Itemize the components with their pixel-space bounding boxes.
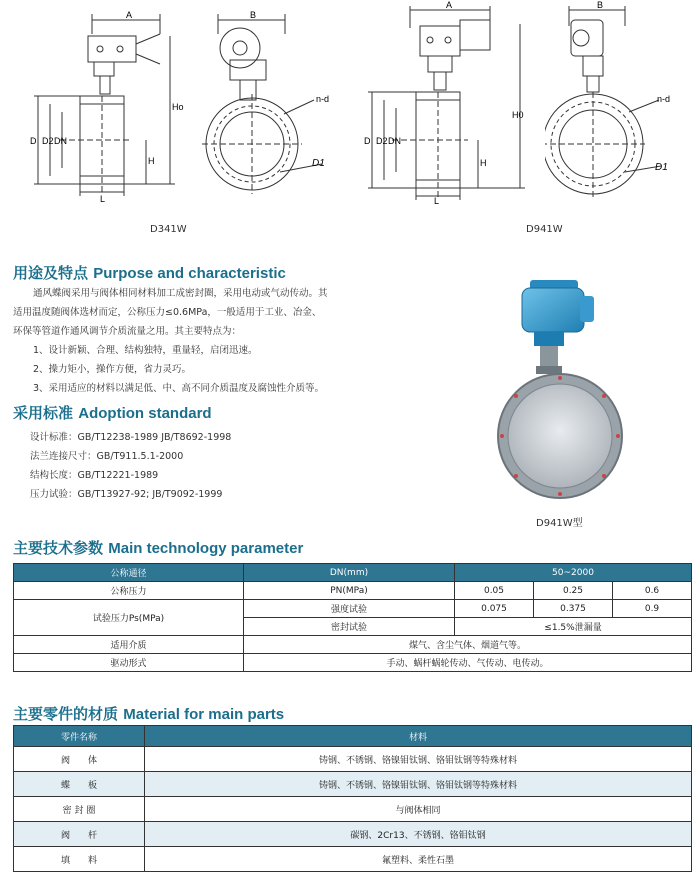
dim-l-label: L	[100, 194, 106, 204]
dim-h0-2-label: H0	[512, 110, 524, 120]
head-material: 材料	[145, 726, 692, 747]
material-row	[14, 772, 692, 797]
nominal-size-label: 公称通径	[14, 564, 244, 582]
dim-l-2-label: L	[434, 196, 440, 205]
drive-value: 手动、蜗杆蜗轮传动、气传动、电传动。	[244, 654, 692, 672]
head-part: 零件名称	[14, 726, 145, 747]
dim-h-2-label: H	[480, 158, 487, 168]
dim-dn-label: DN	[54, 136, 67, 146]
dn-value: 50~2000	[455, 564, 692, 582]
adoption-line: 压力试验：GB/T13927-92; JB/T9092-1999	[30, 489, 223, 500]
material-row	[14, 822, 692, 847]
caption-d941w: D941W	[526, 224, 563, 235]
adoption-title-en: Adoption standard	[78, 405, 212, 422]
dim-dn-2-label: DN	[388, 136, 401, 146]
material-heading	[13, 703, 284, 724]
material-header-row	[14, 726, 692, 747]
medium-row	[14, 636, 692, 654]
part-material: 碳钢、2Cr13、不锈钢、铬钼钛钢	[145, 822, 692, 847]
seal-label: 密封试验	[244, 618, 455, 636]
purpose-point: 2、操力矩小，操作方便，省力灵巧。	[33, 364, 192, 375]
material-row	[14, 847, 692, 872]
adoption-title-cn: 采用标准	[13, 404, 74, 422]
dn-label: DN(mm)	[244, 564, 455, 582]
dim-a2-label: A	[446, 0, 453, 10]
part-material: 铸钢、不锈钢、铬镍钼钛钢、铬钼钛钢等特殊材料	[145, 772, 692, 797]
drawing-d341w-side	[20, 4, 200, 204]
purpose-line: 通风蝶阀采用与阀体相同材料加工成密封圈，采用电动或气动传动。其	[33, 288, 328, 299]
purpose-paragraph	[13, 284, 328, 398]
purpose-title-en: Purpose and characteristic	[93, 265, 286, 282]
adoption-line: 结构长度：GB/T12221-1989	[30, 470, 159, 481]
purpose-point: 1、设计新颖、合理、结构独特，重量轻，启闭迅速。	[33, 345, 258, 356]
adoption-heading	[13, 402, 212, 423]
drive-label: 驱动形式	[14, 654, 244, 672]
dim-nd-2-label: n-d	[657, 94, 671, 104]
purpose-line: 适用温度随阀体选材而定，公称压力≤0.6MPa，一般适用于工业、冶金、	[13, 307, 322, 318]
drawing-d941w-side	[360, 0, 535, 205]
dim-d2-2-label: D2	[376, 136, 388, 146]
product-photo-d941w	[492, 272, 642, 512]
purpose-title-cn: 用途及特点	[13, 264, 89, 282]
material-row	[14, 797, 692, 822]
caption-d341w: D341W	[150, 224, 187, 235]
part-name: 密 封 圈	[14, 797, 145, 822]
dim-d2-label: D2	[42, 136, 54, 146]
part-name: 填 料	[14, 847, 145, 872]
part-name: 阀 体	[14, 747, 145, 772]
drawing-d941w-front	[545, 0, 695, 205]
adoption-line: 法兰连接尺寸：GB/T911.5.1-2000	[30, 451, 184, 462]
tech-table	[13, 563, 692, 672]
pn-label: PN(MPa)	[244, 582, 455, 600]
dim-d1-2-label: D1	[655, 162, 668, 173]
dim-h-label: H	[148, 156, 155, 166]
tech-header-row	[14, 564, 692, 582]
purpose-point: 3、采用适应的材料以满足低、中、高不同介质温度及腐蚀性介质等。	[33, 383, 325, 394]
tech-title-en: Main technology parameter	[108, 540, 304, 557]
part-name: 蝶 板	[14, 772, 145, 797]
strength-row	[14, 600, 692, 618]
part-material: 与阀体相同	[145, 797, 692, 822]
strength-label: 强度试验	[244, 600, 455, 618]
dim-a-label: A	[126, 10, 133, 20]
photo-caption: D941W型	[536, 518, 583, 529]
part-name: 阀 杆	[14, 822, 145, 847]
strength-value: 0.375	[534, 600, 613, 618]
dim-b-2-label: B	[597, 0, 604, 10]
pn-value: 0.6	[613, 582, 692, 600]
pn-value: 0.25	[534, 582, 613, 600]
test-pressure-label: 试验压力Ps(MPa)	[14, 600, 244, 636]
part-material: 铸钢、不锈钢、铬镍钼钛钢、铬钼钛钢等特殊材料	[145, 747, 692, 772]
purpose-heading	[13, 262, 286, 283]
material-title-cn: 主要零件的材质	[13, 705, 119, 723]
pressure-row	[14, 582, 692, 600]
purpose-line: 环保等管道作通风调节介质流量之用。其主要特点为：	[13, 326, 242, 337]
pn-value: 0.05	[455, 582, 534, 600]
material-row	[14, 747, 692, 772]
nominal-pressure-label: 公称压力	[14, 582, 244, 600]
material-title-en: Material for main parts	[123, 706, 285, 723]
strength-value: 0.075	[455, 600, 534, 618]
dim-d-label: D	[30, 136, 37, 146]
tech-title-cn: 主要技术参数	[13, 539, 104, 557]
tech-heading	[13, 537, 303, 558]
seal-value: ≤1.5%泄漏量	[455, 618, 692, 636]
strength-value: 0.9	[613, 600, 692, 618]
dim-b-label: B	[250, 10, 257, 20]
drawing-d341w-front	[200, 4, 350, 204]
drive-row	[14, 654, 692, 672]
dim-d1-label: D1	[312, 158, 325, 169]
part-material: 氟塑料、柔性石墨	[145, 847, 692, 872]
material-table	[13, 725, 692, 872]
medium-value: 煤气、含尘气体、烟道气等。	[244, 636, 692, 654]
adoption-list	[30, 428, 231, 504]
dim-nd-label: n-d	[316, 94, 330, 104]
adoption-line: 设计标准：GB/T12238-1989 JB/T8692-1998	[30, 432, 232, 443]
dim-h0-label: Ho	[172, 102, 184, 112]
medium-label: 适用介质	[14, 636, 244, 654]
dim-d-2-label: D	[364, 136, 371, 146]
